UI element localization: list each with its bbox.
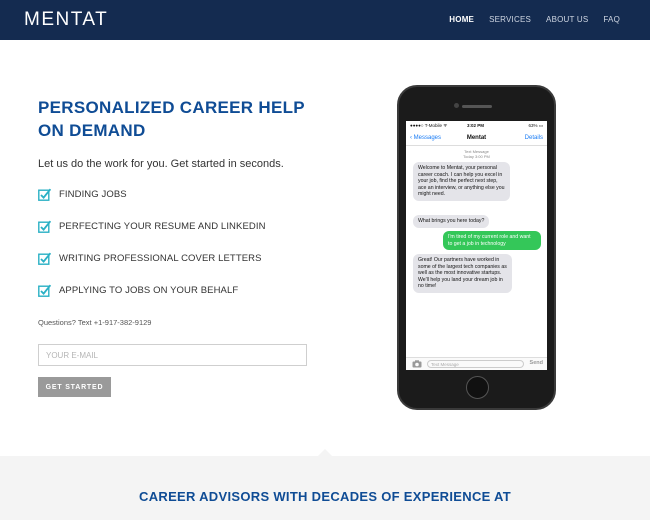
message-bubble-incoming: Welcome to Mentat, your personal career coach. I can help you excel in your job, find the perfect next step, ace an interview, or anything else you might need.: [413, 162, 510, 201]
hero-headline-line2: ON DEMAND: [38, 121, 146, 140]
messages-back-button: ‹ Messages: [410, 135, 442, 141]
text-message-field: Text Message: [427, 360, 524, 368]
feature-item: [38, 284, 266, 297]
message-bubble-outgoing: I'm tired of my current role and want to get a job in technology: [443, 231, 541, 250]
phone-mockup: [397, 85, 556, 410]
feature-item: [38, 188, 266, 201]
navbar: [0, 0, 650, 40]
section-divider-arrow: [318, 449, 332, 456]
checkbox-check-icon: [38, 188, 51, 201]
feature-list: [38, 188, 266, 316]
contact-name: Mentat: [466, 135, 487, 141]
feature-label: PERFECTING YOUR RESUME AND LINKEDIN: [59, 221, 266, 232]
status-bar: [406, 121, 547, 130]
email-input[interactable]: [38, 344, 307, 366]
home-button: [466, 376, 489, 399]
main-nav: [449, 15, 620, 24]
feature-label: WRITING PROFESSIONAL COVER LETTERS: [59, 253, 262, 264]
message-input-bar: [406, 357, 547, 370]
hero-headline: [38, 96, 338, 142]
checkbox-check-icon: [38, 220, 51, 233]
feature-label: APPLYING TO JOBS ON YOUR BEHALF: [59, 285, 239, 296]
experience-title: CAREER ADVISORS WITH DECADES OF EXPERIENCE AT: [139, 489, 511, 504]
status-carrier: ●●●●○ T-Mobile ᯤ: [410, 123, 448, 128]
stamp-type: Text Message: [464, 149, 489, 154]
phone-speaker: [462, 105, 492, 108]
hero-subline: Let us do the work for you. Get started in seconds.: [38, 158, 284, 170]
get-started-button[interactable]: GET STARTED: [38, 377, 111, 397]
phone-screen: [406, 121, 547, 370]
message-timestamp: [406, 149, 547, 159]
message-bubble-incoming: What brings you here today?: [413, 215, 489, 228]
message-bubble-incoming: Great! Our partners have worked in some of the largest tech companies as well as the most innovative startups. We'll help you land your dream job in no time!: [413, 254, 512, 293]
nav-faq[interactable]: FAQ: [603, 15, 620, 24]
checkbox-check-icon: [38, 284, 51, 297]
checkbox-check-icon: [38, 252, 51, 265]
feature-label: FINDING JOBS: [59, 189, 127, 200]
experience-section: [0, 456, 650, 520]
front-camera: [454, 103, 459, 108]
messages-header: [406, 131, 547, 146]
feature-item: [38, 252, 266, 265]
nav-home[interactable]: HOME: [449, 15, 475, 24]
questions-text: Questions? Text +1-917-382-9129: [38, 318, 152, 327]
send-button: Send: [529, 360, 543, 366]
feature-item: [38, 220, 266, 233]
details-link: Details: [524, 135, 543, 141]
messages-back-label: Messages: [413, 135, 442, 141]
hero-headline-line1: PERSONALIZED CAREER HELP: [38, 98, 305, 117]
nav-about-us[interactable]: ABOUT US: [546, 15, 589, 24]
status-time: 3:02 PM: [467, 123, 485, 128]
stamp-time: Today 3:00 PM: [463, 154, 490, 159]
logo[interactable]: MENTAT: [24, 9, 109, 30]
nav-services[interactable]: SERVICES: [489, 15, 532, 24]
status-battery: 63% ▭: [528, 123, 543, 128]
camera-icon: [412, 360, 422, 368]
